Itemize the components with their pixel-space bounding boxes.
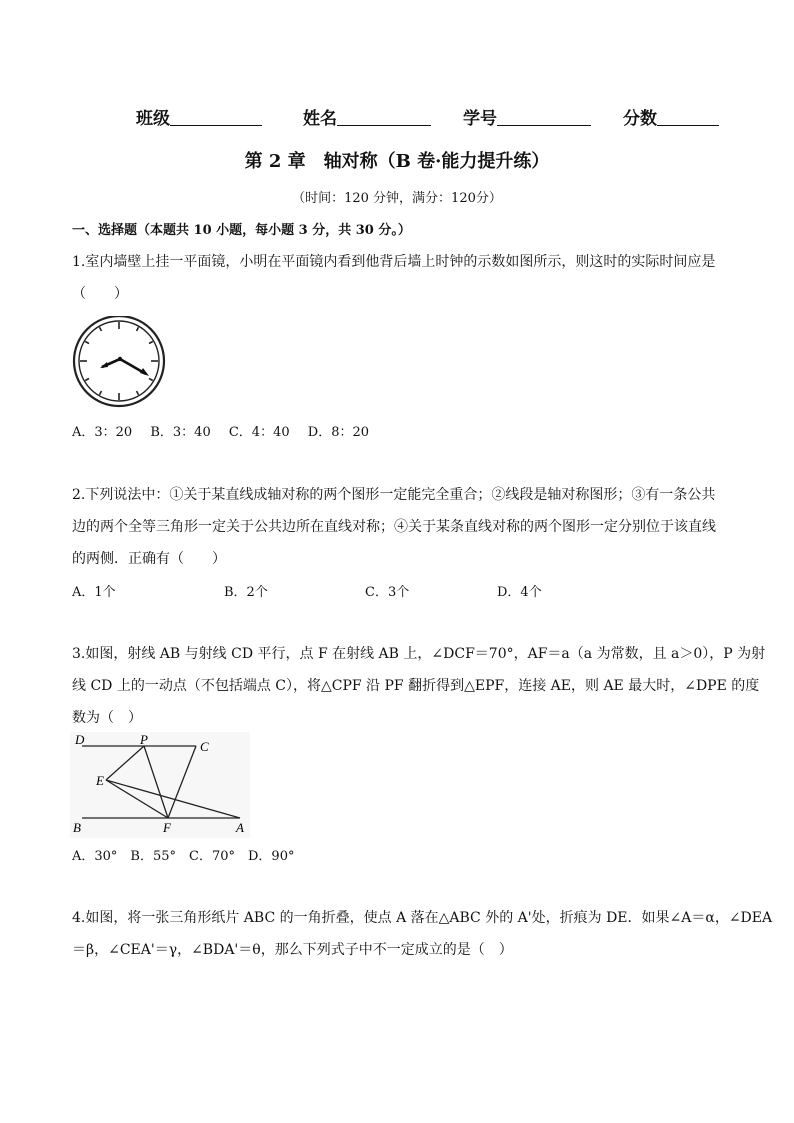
q3-label-d: D	[75, 732, 85, 747]
q4-line-1: 4.如图，将一张三角形纸片 ABC 的一角折叠，使点 A 落在△ABC 外的 A'处，折痕为 DE．如果∠A＝α，∠DEA	[72, 910, 773, 926]
student-id-blank[interactable]	[497, 107, 591, 126]
q2-option-a[interactable]: A．1个	[72, 585, 116, 600]
q3-options[interactable]: A．30° B．55° C．70° D．90°	[72, 849, 295, 864]
score-field	[623, 104, 719, 129]
q2-line-1: 2.下列说法中：①关于某直线成轴对称的两个图形一定能完全重合；②线段是轴对称图形；③有一条公共	[72, 487, 716, 503]
q3-label-a: A	[236, 820, 244, 835]
q3-line-2: 线 CD 上的一动点（不包括端点 C），将△CPF 沿 PF 翻折得到△EPF，连接 AE，则 AE 最大时，∠DPE 的度	[72, 678, 760, 694]
q3-line-3: 数为（ ）	[72, 710, 142, 726]
q1-line-1: 1.室内墙壁上挂一平面镜，小明在平面镜内看到他背后墙上时钟的示数如图所示，则这时的实际时间应是	[72, 254, 716, 270]
q3-label-f: F	[163, 820, 171, 835]
student-id-field	[463, 104, 591, 129]
q1-option-b[interactable]: B．3：40	[150, 425, 211, 440]
q1-option-a[interactable]: A．3：20	[72, 425, 133, 440]
page-title: 第 2 章 轴对称（B 卷·能力提升练）	[244, 151, 550, 172]
name-blank[interactable]	[337, 107, 431, 126]
q1-option-c[interactable]: C．4：40	[228, 425, 290, 440]
q2-option-d[interactable]: D．4个	[497, 585, 542, 600]
class-label: 班级	[136, 109, 170, 129]
class-field	[136, 104, 262, 129]
q3-label-e: E	[96, 773, 104, 788]
q1-options	[72, 421, 369, 440]
q2-option-b[interactable]: B．2个	[224, 585, 268, 600]
q3-line-1: 3.如图，射线 AB 与射线 CD 平行，点 F 在射线 AB 上，∠DCF＝70°，AF＝a（a 为常数，且 a＞0），P 为射	[72, 646, 766, 662]
q1-option-d[interactable]: D．8：20	[307, 425, 370, 440]
class-blank[interactable]	[170, 107, 262, 126]
q2-line-3: 的两侧．正确有（ ）	[72, 551, 226, 567]
q2-option-c[interactable]: C．3个	[365, 585, 410, 600]
score-label: 分数	[623, 109, 657, 129]
q4-line-2: ＝β，∠CEA'＝γ，∠BDA'＝θ，那么下列式子中不一定成立的是（ ）	[72, 942, 513, 958]
student-id-label: 学号	[463, 109, 497, 129]
name-field	[303, 104, 431, 129]
q3-label-p: P	[140, 732, 148, 747]
q2-line-2: 边的两个全等三角形一定关于公共边所在直线对称；④关于某条直线对称的两个图形一定分别位于该直线	[72, 519, 716, 535]
q1-line-2: （ ）	[72, 286, 128, 302]
score-blank[interactable]	[657, 107, 719, 126]
q3-label-c: C	[200, 739, 209, 754]
name-label: 姓名	[303, 109, 337, 129]
q1-clock-figure	[70, 316, 170, 408]
section-heading: 一、选择题（本题共 10 小题，每小题 3 分，共 30 分。）	[72, 223, 411, 238]
q3-geometry-figure	[70, 732, 250, 838]
q3-label-b: B	[73, 820, 81, 835]
page-subtitle: （时间：120 分钟，满分：120分）	[292, 191, 502, 206]
